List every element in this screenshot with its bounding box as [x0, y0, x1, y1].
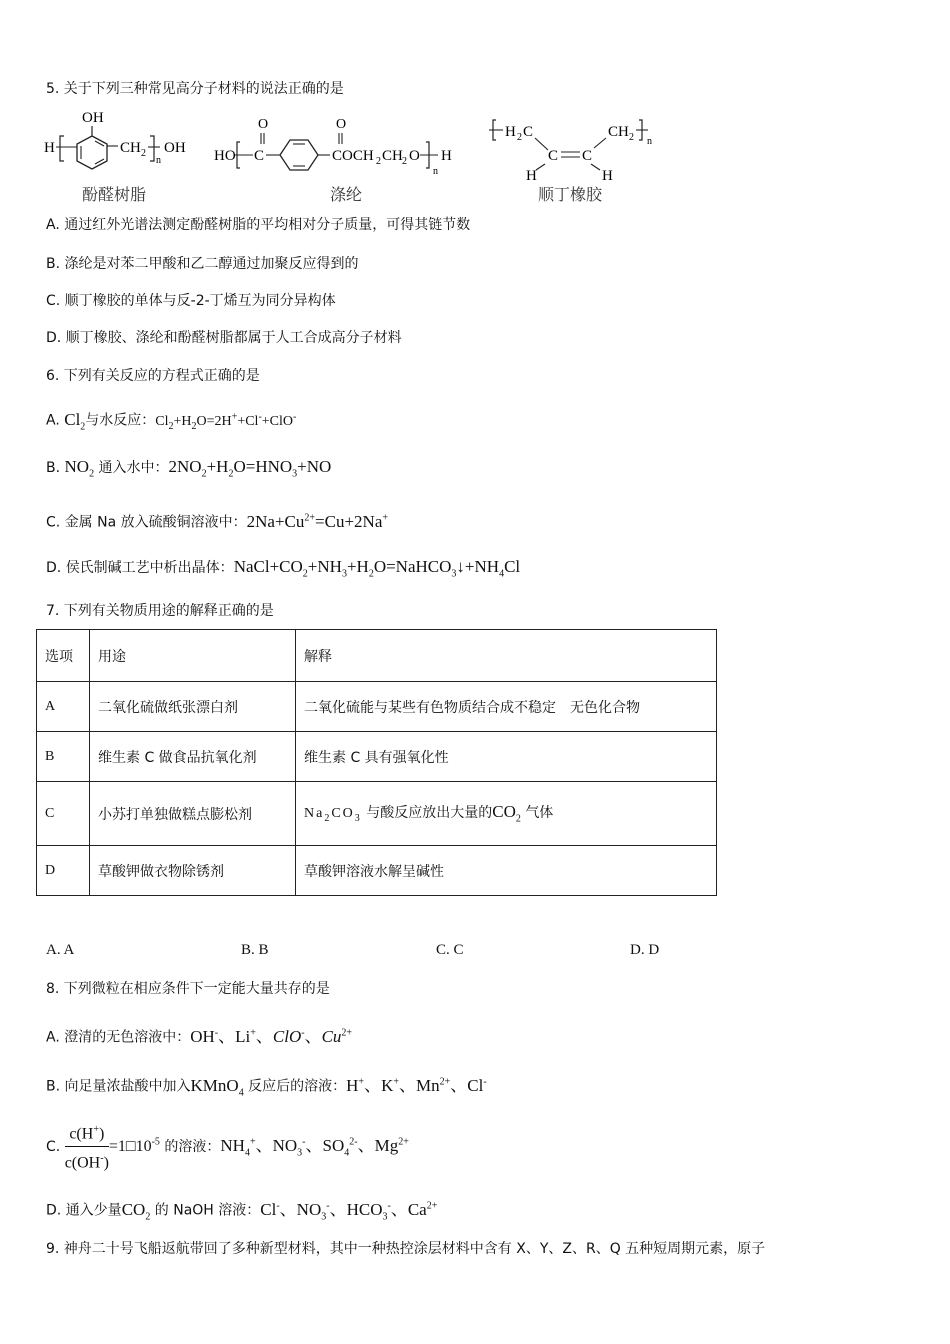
table-row: D 草酸钾做衣物除锈剂 草酸钾溶液水解呈碱性 — [37, 846, 717, 896]
butadiene-rubber-caption: 顺丁橡胶 — [538, 185, 603, 204]
svg-text:C: C — [582, 148, 593, 164]
svg-text:COCH: COCH — [332, 148, 374, 164]
svg-text:H: H — [602, 168, 613, 184]
svg-text:2: 2 — [141, 148, 146, 159]
q6-option-a: A. $Cl_2$与水反应：$Cl_2+H_2O=2H^++Cl^-+ClO^-$ — [46, 409, 297, 433]
q6-option-b: B. $NO_2$ 通入水中：$2NO_2+H_2O=HNO_3+NO$ — [46, 457, 332, 480]
q7-stem: 7. 下列有关物质用途的解释正确的是 — [46, 603, 274, 619]
svg-text:O: O — [409, 148, 420, 164]
svg-text:C: C — [548, 148, 559, 164]
q5-option-a: A. 通过红外光谱法测定酚醛树脂的平均相对分子质量，可得其链节数 — [46, 217, 471, 233]
phenolic-ch2-label: CH — [120, 140, 141, 156]
svg-text:2: 2 — [517, 132, 522, 143]
q6-option-c: C. 金属 Na 放入硫酸铜溶液中：$2Na+Cu^{2+}=Cu+2Na^+$ — [46, 511, 389, 531]
q5-option-b: B. 涤纶是对苯二甲酸和乙二醇通过加聚反应得到的 — [46, 256, 359, 272]
svg-text:HO: HO — [214, 148, 236, 164]
svg-text:H: H — [505, 124, 516, 140]
svg-text:2: 2 — [629, 132, 634, 143]
q7-choice-b: B. B — [241, 942, 269, 958]
phenolic-resin-caption: 酚醛树脂 — [82, 185, 147, 204]
table-row: B 维生素 C 做食品抗氧化剂 维生素 C 具有强氧化性 — [37, 732, 717, 782]
terylene-structure — [214, 117, 452, 204]
q5-stem: 5. 关于下列三种常见高分子材料的说法正确的是 — [46, 81, 344, 97]
q7-choice-c: C. C — [436, 942, 464, 958]
q7-choice-d: D. D — [630, 942, 660, 958]
q7-table — [36, 629, 717, 896]
q5-structures-figure — [40, 106, 700, 206]
header-use: 用途 — [90, 630, 296, 682]
phenolic-resin-structure — [44, 110, 186, 204]
table-header-row — [37, 630, 717, 682]
svg-text:H: H — [526, 168, 537, 184]
table-row: C 小苏打单独做糕点膨松剂 $Na_2CO_3$ 与酸反应放出大量的$CO_2$ 气体 — [37, 782, 717, 846]
q7-choice-a: A. A — [46, 942, 75, 958]
table-row: A 二氧化硫做纸张漂白剂 二氧化硫能与某些有色物质结合成不稳定 无色化合物 — [37, 682, 717, 732]
q6-option-d: D. 侯氏制碱工艺中析出晶体：$NaCl+CO_2+NH_3+H_2O=NaHCO_3↓+NH_4Cl$ — [46, 557, 521, 580]
svg-text:C: C — [523, 124, 534, 140]
svg-text:2: 2 — [376, 156, 381, 167]
svg-text:n: n — [156, 155, 161, 166]
svg-text:CH: CH — [382, 148, 403, 164]
header-explanation: 解释 — [296, 630, 717, 682]
svg-text:O: O — [258, 117, 269, 132]
q8-stem: 8. 下列微粒在相应条件下一定能大量共存的是 — [46, 981, 330, 997]
phenolic-end-oh-label: OH — [164, 140, 186, 156]
q8-option-b: B. 向足量浓盐酸中加入KMnO$_4$ 反应后的溶液：H+、K+、$Mn^{2+}$、Cl- — [46, 1075, 487, 1099]
q8-option-c: C. $\frac{c(H^+)}{c(OH^-)}$ $=1□10^{-5}$ 的溶液：$NH_4^+$、$NO_3^-$、$SO_4^{2-}$、$Mg^{2+}$ — [46, 1118, 409, 1176]
terylene-caption: 涤纶 — [330, 185, 363, 204]
svg-text:n: n — [433, 166, 438, 177]
phenolic-oh-label: OH — [82, 110, 104, 126]
svg-text:C: C — [254, 148, 265, 164]
svg-text:CH: CH — [608, 124, 629, 140]
svg-text:H: H — [441, 148, 452, 164]
concentration-ratio-fraction: $\frac{c(H^+)}{c(OH^-)}$ — [65, 1118, 109, 1176]
q5-option-d: D. 顺丁橡胶、涤纶和酚醛树脂都属于人工合成高分子材料 — [46, 330, 402, 346]
svg-text:n: n — [647, 136, 652, 147]
svg-text:O: O — [336, 117, 347, 132]
butadiene-rubber-structure — [489, 120, 652, 204]
q6-stem: 6. 下列有关反应的方程式正确的是 — [46, 368, 260, 384]
phenolic-h-label: H — [44, 140, 55, 156]
q8-option-a: A. 澄清的无色溶液中：OH-、Li+、ClO-、$Cu^{2+}$ — [46, 1026, 353, 1046]
q9-stem: 9. 神舟二十号飞船返航带回了多种新型材料，其中一种热控涂层材料中含有 X、Y、Z、R、Q 五种短周期元素，原子 — [46, 1241, 766, 1257]
q5-option-c: C. 顺丁橡胶的单体与反-2-丁烯互为同分异构体 — [46, 293, 336, 309]
header-option: 选项 — [37, 630, 90, 682]
q8-option-d: D. 通入少量$CO_2$ 的 NaOH 溶液：Cl-、$NO_3^-$、$HCO_3^-$、$Ca^{2+}$ — [46, 1199, 438, 1223]
svg-text:2: 2 — [402, 156, 407, 167]
